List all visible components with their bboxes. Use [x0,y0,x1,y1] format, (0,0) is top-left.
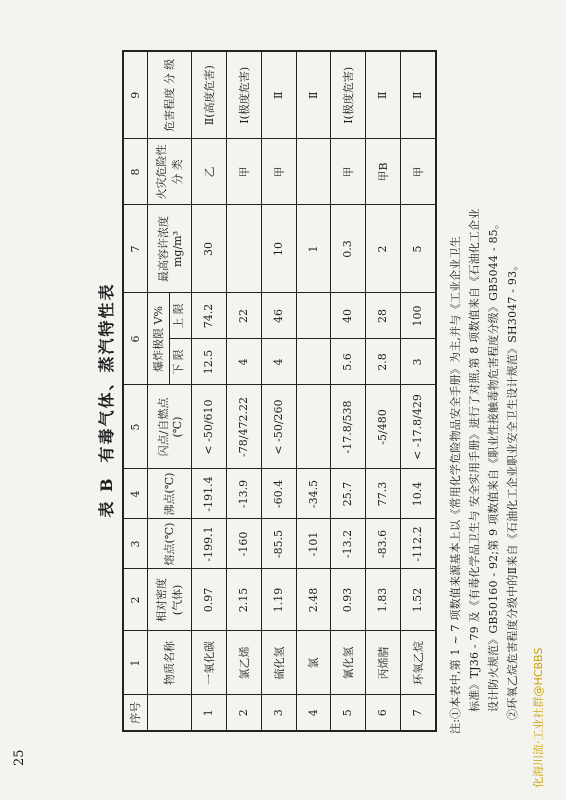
cell-flash: -78/472.22 [226,385,261,469]
cell-uel: 46 [262,294,296,340]
cell-uel: 22 [227,294,261,340]
col-num-4: 4 [123,469,147,519]
cell-hazard: Ⅰ(极度危害) [330,51,365,139]
cell-name: 氯 [296,631,330,695]
table-row [226,51,261,731]
cell-mac: 1 [296,205,330,293]
cell-boil: 25.7 [330,469,365,519]
cell-melt: -101 [296,519,330,569]
cell-flash: < -50/610 [191,385,226,469]
cell-boil: -34.5 [296,469,330,519]
cell-fire: 甲 [261,139,296,205]
cell-melt: -160 [226,519,261,569]
cell-uel: 74.2 [192,294,226,340]
cell-lel: 4 [236,358,250,366]
cell-hazard: Ⅱ(高度危害) [191,51,226,139]
col-num-0: 序号 [123,695,147,731]
cell-density: 1.52 [400,569,436,631]
table-row [261,51,296,731]
header-blank [147,695,191,731]
cell-fire: 甲 [400,139,436,205]
cell-fire: 乙 [191,139,226,205]
cell-melt: -83.6 [365,519,400,569]
cell-uel [297,294,330,340]
cell-lel: 3 [410,358,424,366]
header-name: 物质名称 [147,631,191,695]
cell-uel: 40 [331,294,365,340]
column-number-row [123,51,147,731]
cell-density: 1.83 [365,569,400,631]
note-line: 注:①本表中,第 1 ~ 7 项数值来源基本上以《常用化学危险物品安全手册》为主,并与《工业企业卫生 [449,236,462,734]
cell-density: 1.19 [261,569,296,631]
col-num-8: 8 [123,139,147,205]
cell-lel: 12.5 [201,349,215,375]
cell-hazard: Ⅱ [261,51,296,139]
cell-name: 丙烯腈 [365,631,400,695]
cell-explosion [191,293,226,385]
col-num-5: 5 [123,385,147,469]
cell-mac [226,205,261,293]
cell-lel: 2.8 [375,353,389,371]
header-flash: 闪点/自燃点(℃) [147,385,191,469]
col-num-9: 9 [123,51,147,139]
col-num-7: 7 [123,205,147,293]
header-explosion-sub [169,293,191,385]
table-title-main: 有毒气体、蒸汽特性表 [97,282,116,463]
cell-melt: -199.1 [191,519,226,569]
cell-no: 6 [365,695,400,731]
cell-boil: 77.3 [365,469,400,519]
table-title [94,0,117,800]
cell-explosion [330,293,365,385]
toxic-gas-table [122,50,437,732]
cell-flash [296,385,330,469]
cell-density: 2.48 [296,569,330,631]
table-title-prefix: 表 B [97,476,116,518]
cell-lel: 4 [271,358,285,366]
cell-uel: 28 [366,294,400,340]
cell-name: 氰化氢 [330,631,365,695]
cell-lel [297,340,330,385]
cell-no: 2 [226,695,261,731]
note-line: ②环氧乙烷危害程度分级中的Ⅱ来自《石油化工企业职业安全卫生设计规范》SH3047 - 93。 [506,259,519,720]
table-row [296,51,330,731]
cell-mac: 0.3 [330,205,365,293]
cell-uel: 100 [401,294,435,340]
cell-density: 0.97 [191,569,226,631]
cell-explosion [296,293,330,385]
cell-flash: < -50/260 [261,385,296,469]
cell-flash: < -17.8/429 [400,385,436,469]
cell-fire [296,139,330,205]
header-density: 相对密度(气体) [147,569,191,631]
cell-mac: 30 [191,205,226,293]
cell-density: 2.15 [226,569,261,631]
cell-lel: 5.6 [340,353,354,371]
page-number: 25 [12,749,27,766]
note-line: 标准》TJ36 - 79 及《有毒化学品卫生与 安全实用手册》进行了对照,第 8 项数值来自《石油化工企业 [468,208,481,712]
cell-boil: -13.9 [226,469,261,519]
cell-no: 1 [191,695,226,731]
header-hazard: 危害程度 分 级 [147,51,191,139]
watermark: 化海川流·工业社群@HCBBS [532,647,545,788]
header-explosion: 爆炸极限 V% [147,293,169,385]
table-row [330,51,365,731]
cell-no: 5 [330,695,365,731]
col-num-1: 1 [123,631,147,695]
cell-boil: 10.4 [400,469,436,519]
cell-explosion [226,293,261,385]
table-row [191,51,226,731]
cell-mac: 2 [365,205,400,293]
col-num-6: 6 [123,293,147,385]
cell-name: 硫化氢 [261,631,296,695]
cell-hazard: Ⅰ(极度危害) [226,51,261,139]
table-row [400,51,436,731]
cell-boil: -191.4 [191,469,226,519]
cell-fire: 甲 [226,139,261,205]
cell-melt: -112.2 [400,519,436,569]
note-line: 设计防火规范》GB50160 - 92;第 9 项数值来自《职业性接触毒物危害程度分级》GB5044 - 85。 [487,217,500,712]
cell-density: 0.93 [330,569,365,631]
cell-no: 7 [400,695,436,731]
table-notes [446,34,522,734]
header-uel: 上 限 [170,294,191,340]
header-fire: 火灾危险性 分 类 [147,139,191,205]
cell-name: 环氧乙烷 [400,631,436,695]
cell-mac: 10 [261,205,296,293]
cell-flash: -17.8/538 [330,385,365,469]
col-num-3: 3 [123,519,147,569]
cell-name: 氯乙烯 [226,631,261,695]
header-mac: 最高容许浓度 mg/m³ [147,205,191,293]
cell-melt: -13.2 [330,519,365,569]
cell-boil: -60.4 [261,469,296,519]
cell-hazard: Ⅱ [365,51,400,139]
cell-explosion [400,293,436,385]
cell-fire: 甲B [365,139,400,205]
header-lel: 下 限 [171,349,185,375]
cell-hazard: Ⅱ [296,51,330,139]
header-row-1 [147,51,169,731]
cell-flash: -5/480 [365,385,400,469]
cell-no: 4 [296,695,330,731]
cell-no: 3 [261,695,296,731]
col-num-2: 2 [123,569,147,631]
cell-explosion [261,293,296,385]
table-row [365,51,400,731]
cell-melt: -85.5 [261,519,296,569]
cell-mac: 5 [400,205,436,293]
cell-explosion [365,293,400,385]
header-boil: 沸点(℃) [147,469,191,519]
cell-hazard: Ⅱ [400,51,436,139]
cell-fire: 甲 [330,139,365,205]
cell-name: 一氧化碳 [191,631,226,695]
header-melt: 熔点(℃) [147,519,191,569]
